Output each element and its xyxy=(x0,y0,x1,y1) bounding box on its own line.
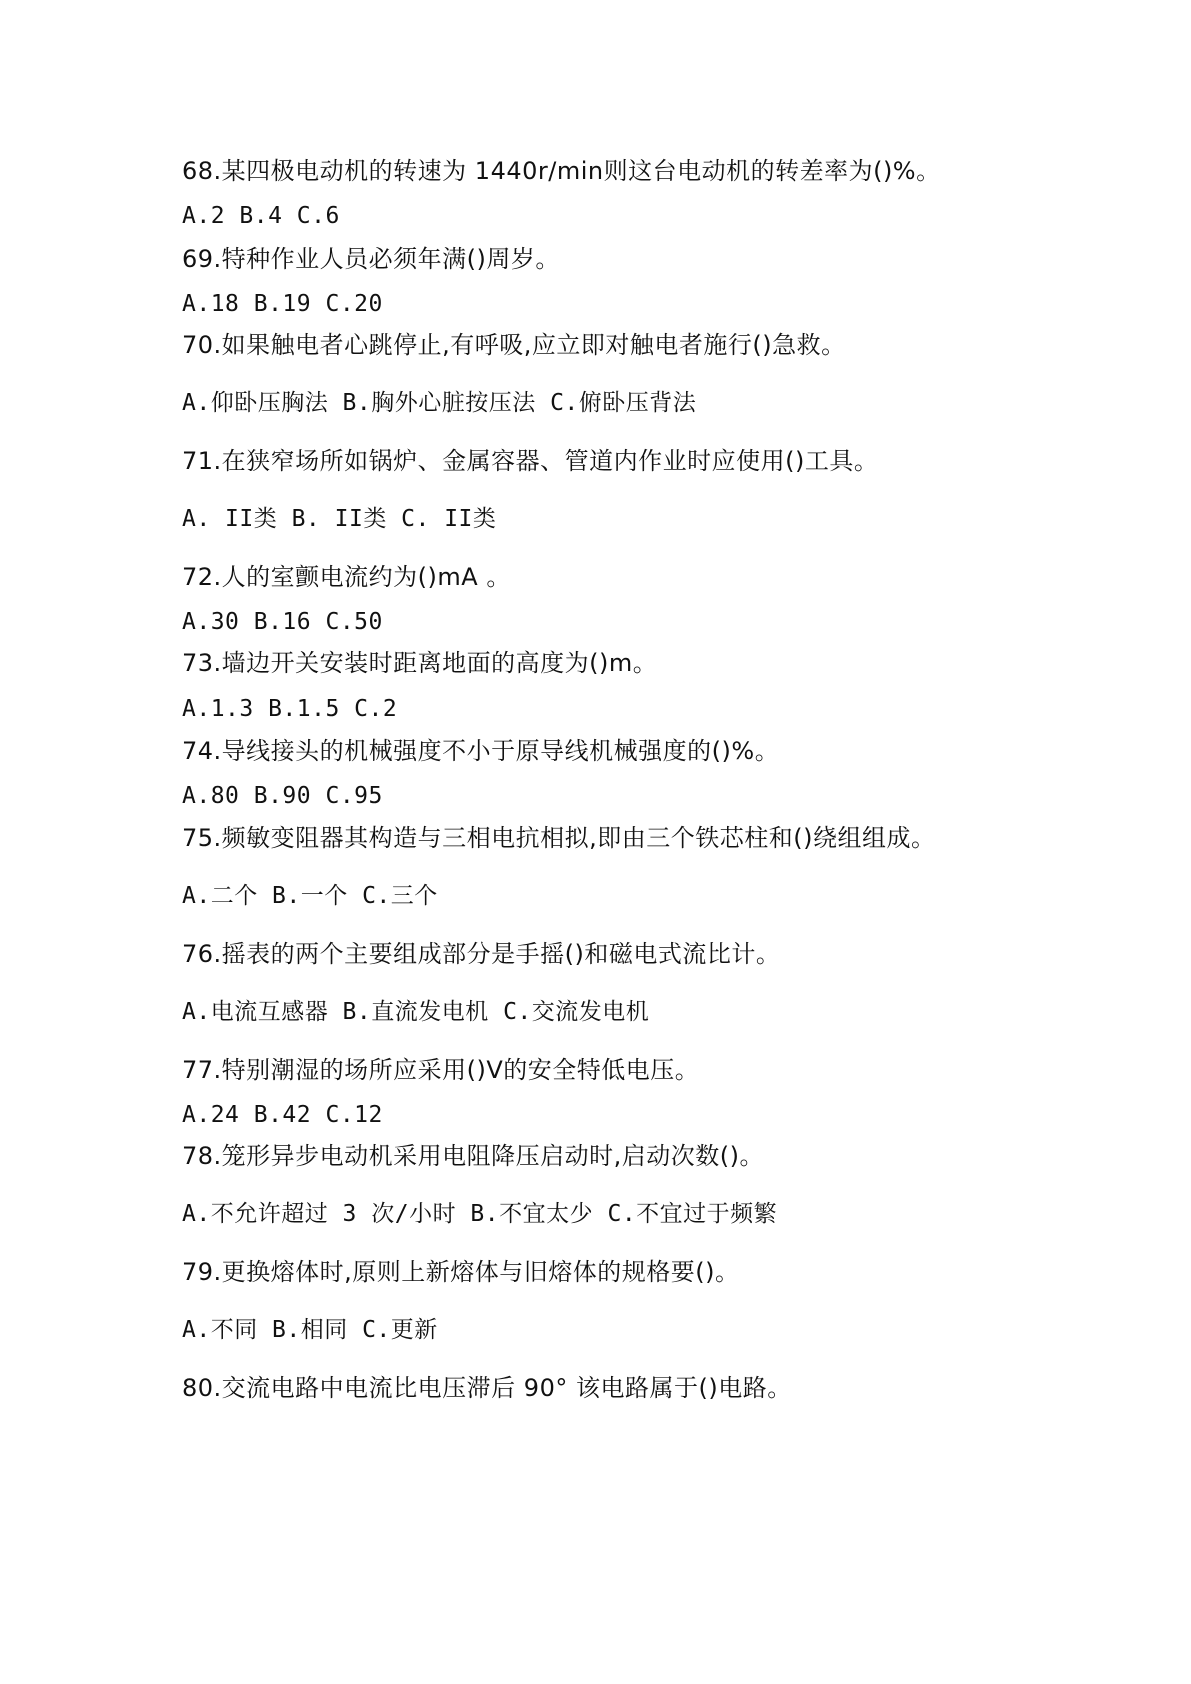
question-74: 74.导线接头的机械强度不小于原导线机械强度的()%。 xyxy=(182,737,780,765)
question-79: 79.更换熔体时,原则上新熔体与旧熔体的规格要()。 xyxy=(182,1258,740,1286)
options-71: A. II类 B. II类 C. II类 xyxy=(182,506,497,532)
question-71: 71.在狭窄场所如锅炉、金属容器、管道内作业时应使用()工具。 xyxy=(182,447,879,475)
options-68: A.2 B.4 C.6 xyxy=(182,203,340,229)
options-77: A.24 B.42 C.12 xyxy=(182,1102,383,1128)
options-78: A.不允许超过 3 次/小时 B.不宜太少 C.不宜过于频繁 xyxy=(182,1201,778,1227)
options-74: A.80 B.90 C.95 xyxy=(182,783,383,809)
question-69: 69.特种作业人员必须年满()周岁。 xyxy=(182,245,560,273)
question-78: 78.笼形异步电动机采用电阻降压启动时,启动次数()。 xyxy=(182,1142,765,1170)
options-75: A.二个 B.一个 C.三个 xyxy=(182,883,438,909)
options-76: A.电流互感器 B.直流发电机 C.交流发电机 xyxy=(182,999,650,1025)
question-80: 80.交流电路中电流比电压滞后 90° 该电路属于()电路。 xyxy=(182,1374,792,1402)
options-79: A.不同 B.相同 C.更新 xyxy=(182,1317,438,1343)
question-73: 73.墙边开关安装时距离地面的高度为()m。 xyxy=(182,649,658,677)
question-70: 70.如果触电者心跳停止,有呼吸,应立即对触电者施行()急救。 xyxy=(182,331,846,359)
question-72: 72.人的室颤电流约为()mA 。 xyxy=(182,563,511,591)
question-76: 76.摇表的两个主要组成部分是手摇()和磁电式流比计。 xyxy=(182,940,781,968)
options-69: A.18 B.19 C.20 xyxy=(182,291,383,317)
options-73: A.1.3 B.1.5 C.2 xyxy=(182,696,398,722)
options-70: A.仰卧压胸法 B.胸外心脏按压法 C.俯卧压背法 xyxy=(182,390,697,416)
question-68: 68.某四极电动机的转速为 1440r/min则这台电动机的转差率为()%。 xyxy=(182,157,941,185)
options-72: A.30 B.16 C.50 xyxy=(182,609,383,635)
question-77: 77.特别潮湿的场所应采用()V的安全特低电压。 xyxy=(182,1056,700,1084)
question-75: 75.频敏变阻器其构造与三相电抗相拟,即由三个铁芯柱和()绕组组成。 xyxy=(182,824,936,852)
